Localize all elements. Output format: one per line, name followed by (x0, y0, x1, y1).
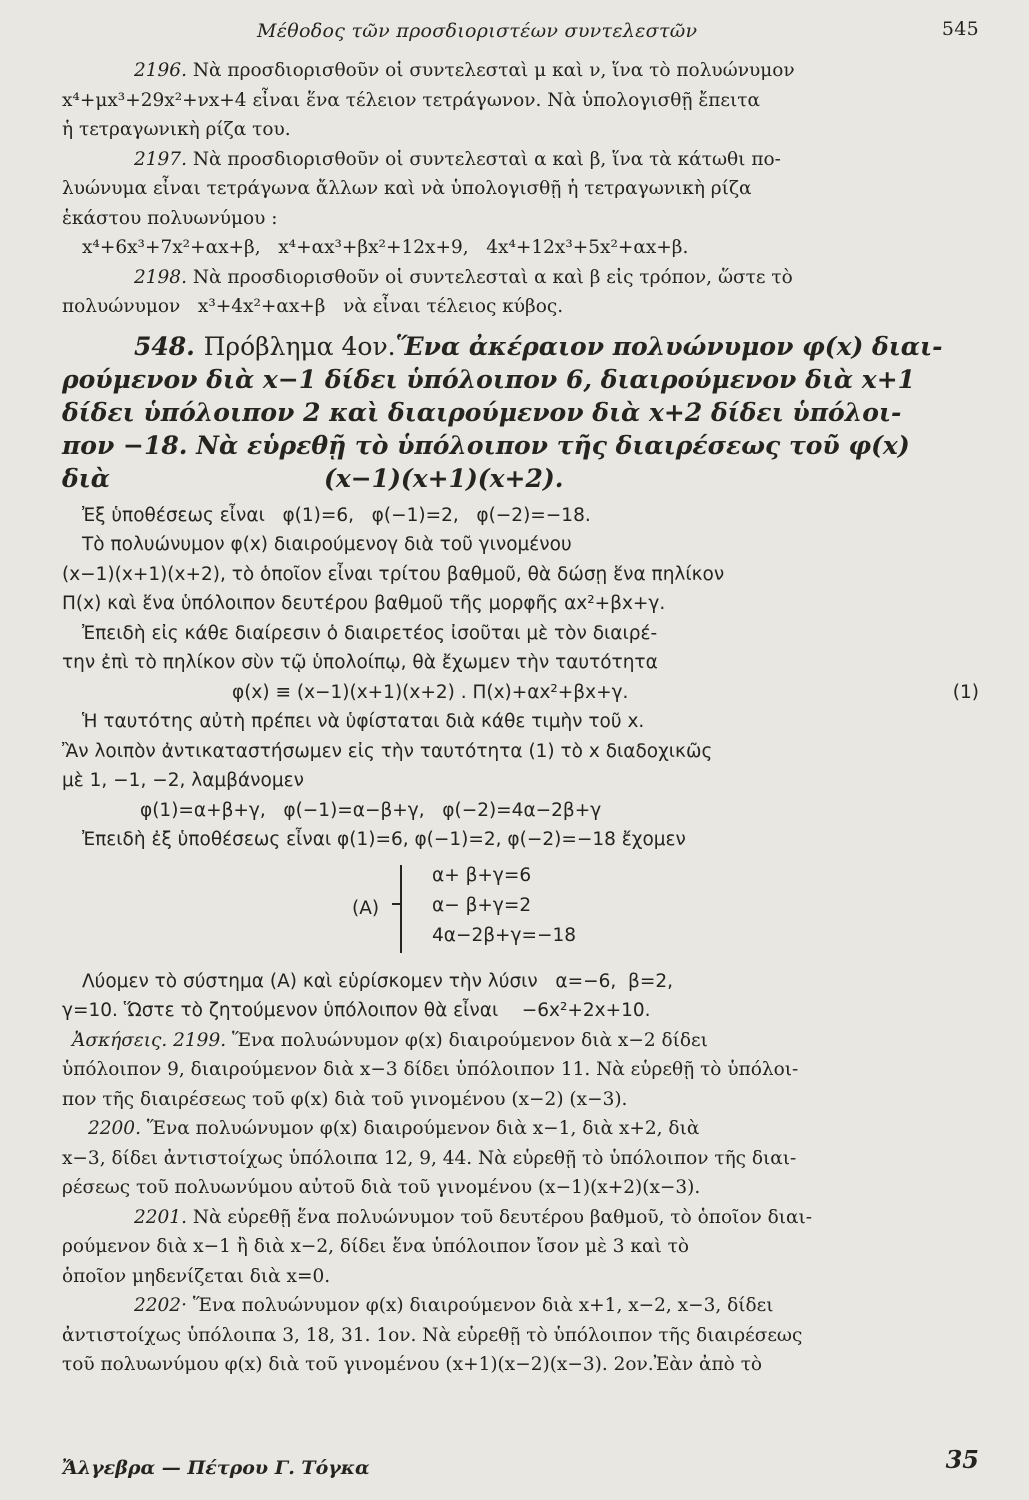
solution-line: Ἐπειδὴ εἰς κάθε διαίρεσιν ὁ διαιρετέος ἰσοῦται μὲ τὸν διαιρέ- (82, 622, 658, 644)
exercise-text-line: ἑκάστου πολυωνύμου : (62, 207, 278, 229)
problem-text-line: ρούμενον διὰ x−1 δίδει ὑπόλοιπον 6, διαιρούμενον διὰ x+1 (62, 364, 916, 394)
exercise-number: 2196. (134, 60, 187, 81)
exercise-text-line: x−3, δίδει ἀντιστοίχως ὑπόλοιπα 12, 9, 44. Νὰ εὑρεθῇ τὸ ὑπόλοιπον τῆς διαι- (62, 1147, 797, 1169)
exercise-number: Ἀσκήσεις. 2199. (72, 1029, 227, 1051)
exercise-text-line: πολυώνυμον x³+4x²+αx+β νὰ εἶναι τέλειος κύβος. (62, 296, 564, 317)
exercise-text-line: ἀντιστοίχως ὑπόλοιπα 3, 18, 31. 1ον. Νὰ εὑρεθῇ τὸ ὑπόλοιπον τῆς διαιρέσεως (62, 1324, 803, 1346)
exercise-text-line: ἡ τετραγωνικὴ ρίζα του. (62, 119, 291, 140)
identity-equation (62, 678, 979, 708)
problem-text-line: δίδει ὑπόλοιπον 2 καὶ διαιρούμενον διὰ x+2 δίδει ὑπόλοι- (62, 397, 902, 427)
exercise-text-line: Νὰ προσδιορισθοῦν οἱ συντελεσταὶ α καὶ β, ἵνα τὰ κάτωθι πο- (192, 148, 781, 170)
exercise-2200 (62, 1114, 979, 1203)
exercise-2196 (62, 56, 979, 145)
exercise-2201 (62, 1203, 979, 1292)
section-label: Πρόβλημα 4ον. (203, 331, 396, 361)
exercise-text-line: Ἕνα πολυώνυμον φ(x) διαιρούμενον διὰ x+1, x−2, x−3, δίδει (192, 1295, 774, 1316)
exercise-text-line: Νὰ προσδιορισθοῦν οἱ συντελεσταὶ α καὶ β εἰς τρόπον, ὥστε τὸ (192, 266, 793, 288)
exercise-number: 2202· (134, 1295, 187, 1316)
exercise-2199 (62, 1026, 979, 1115)
exercise-text-line: ὁποῖον μηδενίζεται διὰ x=0. (62, 1265, 331, 1287)
solution-line: (x−1)(x+1)(x+2), τὸ ὁποῖον εἶναι τρίτου βαθμοῦ, θὰ δώσῃ ἕνα πηλίκον (62, 563, 725, 585)
solution-line: Π(x) καὶ ἕνα ὑπόλοιπον δευτέρου βαθμοῦ τῆς μορφῆς αx²+βx+γ. (62, 593, 666, 614)
exercise-2198 (62, 263, 979, 322)
system-equation: α+ β+γ=6 (432, 864, 532, 886)
exercise-text-line: x⁴+μx³+29x²+νx+4 εἶναι ἕνα τέλειον τετράγωνον. Νὰ ὑπολογισθῇ ἔπειτα (62, 89, 760, 111)
linear-system-A (62, 861, 979, 957)
system-equation: 4α−2β+γ=−18 (432, 924, 577, 946)
problem-text-line: πον −18. Νὰ εὑρεθῇ τὸ ὑπόλοιπον τῆς διαιρέσεως τοῦ φ(x) (62, 430, 910, 460)
footer-book-title: Ἄλγεβρα — Πέτρου Γ. Τόγκα (62, 1457, 370, 1479)
equation-tag: (1) (952, 681, 979, 703)
problem-divisor: (x−1)(x+1)(x+2). (324, 463, 564, 493)
brace (400, 865, 410, 953)
exercise-2197 (62, 145, 979, 263)
page-footer (62, 1445, 979, 1479)
running-header (62, 16, 979, 56)
exercise-text-line: ὑπόλοιπον 9, διαιρούμενον διὰ x−3 δίδει ὑπόλοιπον 11. Νὰ εὑρεθῇ τὸ ὑπόλοι- (62, 1059, 799, 1080)
problem-548 (62, 330, 979, 495)
exercise-number: 2198. (134, 266, 187, 288)
exercise-text-line: ρούμενον διὰ x−1 ἢ διὰ x−2, δίδει ἕνα ὑπόλοιπον ἴσον μὲ 3 καὶ τὸ (62, 1236, 689, 1257)
system-equations (432, 861, 576, 951)
exercise-text-line: Νὰ εὑρεθῇ ἕνα πολυώνυμον τοῦ δευτέρου βαθμοῦ, τὸ ὁποῖον διαι- (192, 1206, 813, 1228)
solution-line: Ἂν λοιπὸν ἀντικαταστήσωμεν εἰς τὴν ταυτότητα (1) τὸ x διαδοχικῶς (62, 740, 713, 762)
page-number: 545 (941, 18, 979, 40)
values-line: φ(1)=α+β+γ, φ(−1)=α−β+γ, φ(−2)=4α−2β+γ (140, 799, 602, 821)
exercise-polynomials: x⁴+6x³+7x²+αx+β, x⁴+αx³+βx²+12x+9, 4x⁴+12x³+5x²+αx+β. (82, 237, 689, 258)
exercise-text-line: Νὰ προσδιορισθοῦν οἱ συντελεσταὶ μ καὶ ν, ἵνα τὸ πολυώνυμον (192, 60, 795, 81)
running-title: Μέθοδος τῶν προσδιοριστέων συντελεστῶν (257, 20, 698, 42)
problem-text-line: διὰ (62, 463, 111, 493)
solution-line: Ἡ ταυτότης αὐτὴ πρέπει νὰ ὑφίσταται διὰ κάθε τιμὴν τοῦ x. (82, 711, 645, 732)
exercise-text-line: λυώνυμα εἶναι τετράγωνα ἄλλων καὶ νὰ ὑπολογισθῇ ἡ τετραγωνικὴ ρίζα (62, 178, 752, 199)
solution-line: Τὸ πολυώνυμον φ(x) διαιρούμενογ διὰ τοῦ γινομένου (82, 534, 572, 555)
exercise-number: 2201. (134, 1206, 187, 1228)
exercise-text-line: ρέσεως τοῦ πολυωνύμου αὐτοῦ διὰ τοῦ γινομένου (x−1)(x+2)(x−3). (62, 1177, 701, 1198)
solution (62, 501, 979, 1026)
section-number: 548. (134, 331, 195, 361)
solution-line: γ=10. Ὥστε τὸ ζητούμενον ὑπόλοιπον θὰ εἶναι −6x²+2x+10. (62, 1000, 651, 1021)
exercise-text-line: Ἕνα πολυώνυμον φ(x) διαιρούμενον διὰ x−1, διὰ x+2, διὰ (146, 1118, 700, 1139)
exercise-text-line: τοῦ πολυωνύμου φ(x) διὰ τοῦ γινομένου (x+1)(x−2)(x−3). 2ον.Ἐὰν ἀπὸ τὸ (62, 1354, 763, 1375)
problem-text-line: Ἕνα ἀκέραιον πολυώνυμον φ(x) διαι- (395, 331, 943, 361)
system-equation: α− β+γ=2 (432, 894, 532, 916)
exercise-text-line: Ἕνα πολυώνυμον φ(x) διαιρούμενον διὰ x−2 δίδει (232, 1029, 708, 1051)
exercise-number: 2197. (134, 148, 187, 170)
solution-line: Ἐπειδὴ ἐξ ὑποθέσεως εἶναι φ(1)=6, φ(−1)=2, φ(−2)=−18 ἔχομεν (82, 829, 686, 850)
solution-given: Ἐξ ὑποθέσεως εἶναι φ(1)=6, φ(−1)=2, φ(−2)=−18. (82, 504, 591, 526)
exercise-2202 (62, 1291, 979, 1380)
signature-mark: 35 (945, 1445, 979, 1474)
system-label: (A) (352, 897, 380, 919)
identity-text: φ(x) ≡ (x−1)(x+1)(x+2) . Π(x)+αx²+βx+γ. (232, 681, 629, 703)
exercise-number: 2200. (88, 1118, 141, 1139)
solution-line: την ἐπὶ τὸ πηλίκον σὺν τῷ ὑπολοίπῳ, θὰ ἔχωμεν τὴν ταυτότητα (62, 652, 658, 673)
solution-line: Λύομεν τὸ σύστημα (A) καὶ εὑρίσκομεν τὴν λύσιν α=−6, β=2, (82, 970, 673, 992)
solution-line: μὲ 1, −1, −2, λαμβάνομεν (62, 770, 304, 791)
exercise-text-line: πον τῆς διαιρέσεως τοῦ φ(x) διὰ τοῦ γινομένου (x−2) (x−3). (62, 1088, 628, 1110)
